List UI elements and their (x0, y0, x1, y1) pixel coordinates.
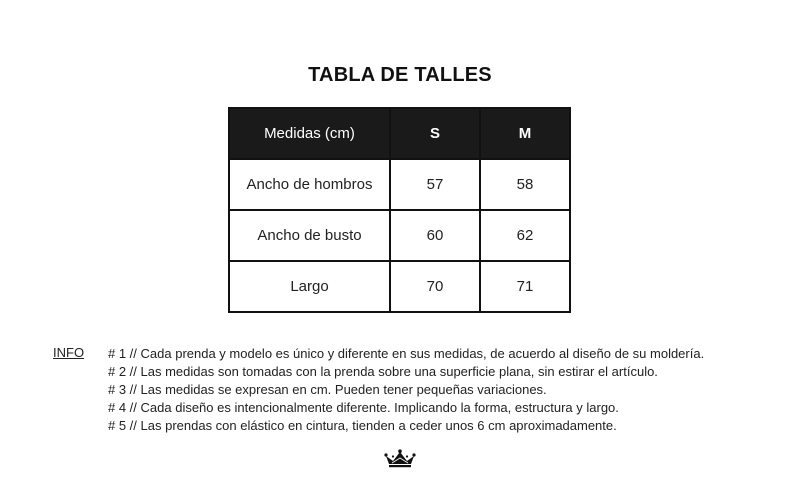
value-m: 71 (480, 261, 570, 312)
note-2: # 2 // Las medidas son tomadas con la prenda sobre una superficie plana, sin estirar el artículo. (108, 364, 658, 379)
row-label: Ancho de hombros (229, 159, 390, 210)
row-label: Largo (229, 261, 390, 312)
page-title: TABLA DE TALLES (308, 64, 492, 86)
info-notes (108, 345, 788, 435)
value-m: 62 (480, 210, 570, 261)
column-header-size-s: S (390, 108, 480, 159)
value-m: 58 (480, 159, 570, 210)
note-3: # 3 // Las medidas se expresan en cm. Pueden tener pequeñas variaciones. (108, 382, 547, 397)
column-header-measures: Medidas (cm) (229, 108, 390, 159)
value-s: 70 (390, 261, 480, 312)
table-row (229, 261, 570, 312)
note-4: # 4 // Cada diseño es intencionalmente diferente. Implicando la forma, estructura y largo. (108, 400, 619, 415)
row-label: Ancho de busto (229, 210, 390, 261)
value-s: 57 (390, 159, 480, 210)
table-row (229, 210, 570, 261)
table-header-row (229, 108, 570, 159)
size-table (228, 107, 571, 313)
column-header-size-m: M (480, 108, 570, 159)
crown-icon (384, 449, 416, 469)
value-s: 60 (390, 210, 480, 261)
note-5: # 5 // Las prendas con elástico en cintura, tienden a ceder unos 6 cm aproximadamente. (108, 418, 617, 433)
table-row (229, 159, 570, 210)
note-1: # 1 // Cada prenda y modelo es único y diferente en sus medidas, de acuerdo al diseño de su moldería. (108, 346, 705, 361)
info-label: INFO (53, 345, 85, 360)
